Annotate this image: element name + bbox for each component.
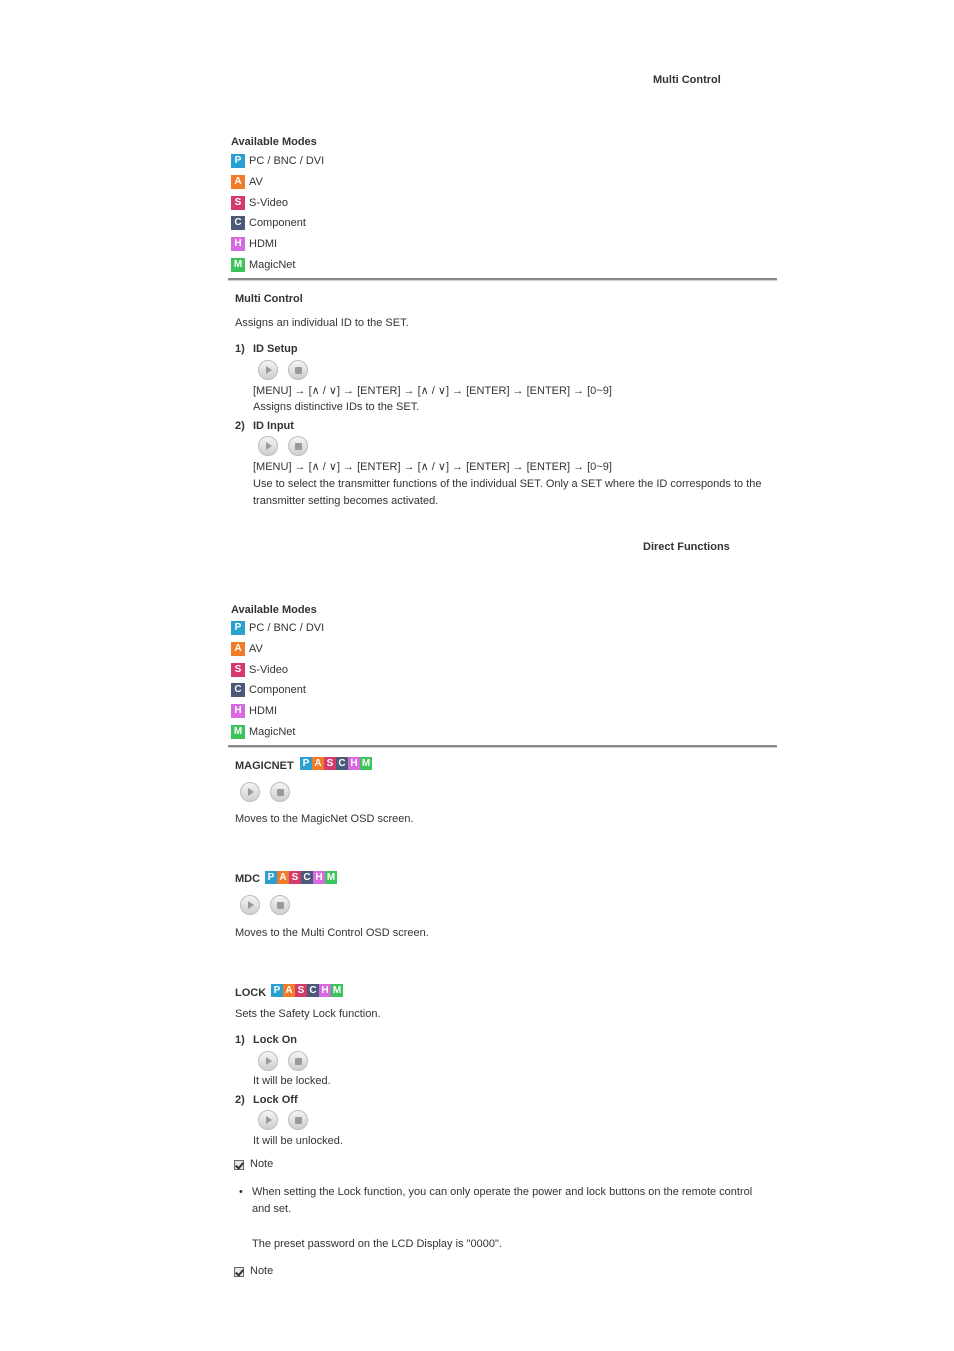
lock-on-description: It will be locked. [253, 1075, 331, 1087]
play-button-icon [258, 436, 278, 456]
mode-row [231, 682, 306, 698]
mode-h-icon: H [231, 237, 245, 251]
mode-p-icon: P [271, 984, 283, 997]
mode-label: AV [249, 175, 263, 188]
multi-control-heading: Multi Control [235, 293, 303, 305]
stop-button-icon [288, 1051, 308, 1071]
id-setup-description: Assigns distinctive IDs to the SET. [253, 401, 420, 413]
mode-label: Component [249, 217, 306, 230]
stop-button-icon [270, 895, 290, 915]
item-number: 2) [235, 420, 245, 432]
mode-row [231, 257, 295, 273]
mode-label: MagicNet [249, 726, 296, 738]
lock-off-description: It will be unlocked. [253, 1135, 343, 1147]
section-title-direct-functions: Direct Functions [643, 541, 730, 553]
note-password: The preset password on the LCD Display is "0000". [252, 1238, 502, 1250]
mode-s-icon: S [231, 663, 245, 677]
play-button-icon [258, 1110, 278, 1130]
stop-button-icon [288, 1110, 308, 1130]
lock-off-title: Lock Off [253, 1094, 298, 1106]
mode-h-icon: H [319, 984, 331, 997]
mode-m-icon: M [231, 725, 245, 739]
note-label: Note [250, 1265, 274, 1277]
mode-row [231, 153, 324, 169]
mode-a-icon: A [312, 757, 324, 770]
section-title-multi-control: Multi Control [653, 74, 721, 86]
mode-label: PC / BNC / DVI [249, 622, 325, 634]
id-input-menu-path: [MENU] → [∧ / ∨] → [ENTER] → [∧ / ∨] → [ENTER] → [ENTER] → [0~9] [253, 461, 612, 473]
play-button-icon [258, 360, 278, 380]
note-check-icon [234, 1267, 244, 1277]
divider [228, 745, 777, 748]
divider [228, 278, 777, 281]
id-setup-menu-path: [MENU] → [∧ / ∨] → [ENTER] → [∧ / ∨] → [ENTER] → [ENTER] → [0~9] [253, 385, 612, 397]
mode-a-icon: A [283, 984, 295, 997]
mode-c-icon: C [231, 683, 245, 697]
mode-m-icon: M [231, 258, 245, 272]
mode-label: HDMI [249, 238, 278, 251]
mode-h-icon: H [348, 757, 360, 770]
id-input-title: ID Input [253, 420, 294, 432]
note-check-icon [234, 1160, 244, 1170]
mode-a-icon: A [231, 642, 245, 656]
available-modes-label: Available Modes [231, 136, 317, 148]
mode-row [231, 724, 295, 740]
mode-c-icon: C [307, 984, 319, 997]
mode-m-icon: M [361, 758, 371, 769]
mode-label: Component [249, 684, 306, 697]
mode-row [231, 215, 306, 231]
play-button-icon [240, 782, 260, 802]
mode-h-icon: H [313, 871, 325, 884]
mode-label: HDMI [249, 705, 278, 718]
lock-title: LOCK [235, 987, 267, 999]
mode-a-icon: A [277, 871, 289, 884]
note-text-1: When setting the Lock function, you can only operate the power and lock buttons on the remote control [252, 1186, 753, 1198]
item-number: 1) [235, 343, 245, 355]
play-button-icon [240, 895, 260, 915]
id-setup-title: ID Setup [253, 343, 298, 355]
mode-row [231, 620, 324, 636]
mdc-title: MDC [235, 873, 261, 885]
mode-c-icon: C [231, 216, 245, 230]
mode-strip [300, 757, 372, 770]
item-number: 2) [235, 1094, 245, 1106]
note-text-2: and set. [252, 1203, 292, 1215]
mode-strip [271, 984, 343, 997]
mode-row [231, 662, 288, 678]
lock-on-title: Lock On [253, 1034, 298, 1046]
stop-button-icon [288, 360, 308, 380]
mode-label: MagicNet [249, 259, 296, 271]
bullet: • [239, 1186, 243, 1198]
mode-s-icon: S [324, 757, 336, 770]
mode-row [231, 195, 288, 211]
mode-row [231, 174, 263, 190]
mode-c-icon: C [301, 871, 313, 884]
mode-p-icon: P [300, 757, 312, 770]
stop-button-icon [288, 436, 308, 456]
item-number: 1) [235, 1034, 245, 1046]
mode-label: S-Video [249, 196, 288, 209]
mode-m-icon: M [326, 872, 336, 883]
mode-row [231, 236, 277, 252]
play-button-icon [258, 1051, 278, 1071]
mode-label: AV [249, 642, 263, 655]
mode-label: PC / BNC / DVI [249, 155, 325, 167]
mode-m-icon: M [332, 985, 342, 996]
lock-description: Sets the Safety Lock function. [235, 1008, 381, 1020]
mode-h-icon: H [231, 704, 245, 718]
mode-label: S-Video [249, 663, 288, 676]
mode-p-icon: P [231, 621, 245, 635]
available-modes-label: Available Modes [231, 604, 317, 616]
mode-p-icon: P [231, 154, 245, 168]
mode-s-icon: S [295, 984, 307, 997]
note-label: Note [250, 1158, 274, 1170]
id-input-description-1: Use to select the transmitter functions of the individual SET. Only a SET where the ID corresponds to the [253, 478, 762, 490]
multi-control-description: Assigns an individual ID to the SET. [235, 317, 409, 329]
mode-row [231, 703, 277, 719]
mode-c-icon: C [336, 757, 348, 770]
mode-a-icon: A [231, 175, 245, 189]
magicnet-description: Moves to the MagicNet OSD screen. [235, 813, 414, 825]
stop-button-icon [270, 782, 290, 802]
mode-strip [265, 871, 337, 884]
mode-p-icon: P [265, 871, 277, 884]
mode-row [231, 641, 263, 657]
mode-s-icon: S [231, 196, 245, 210]
id-input-description-2: transmitter setting becomes activated. [253, 495, 439, 507]
mdc-description: Moves to the Multi Control OSD screen. [235, 927, 429, 939]
mode-s-icon: S [289, 871, 301, 884]
magicnet-title: MAGICNET [235, 760, 294, 772]
